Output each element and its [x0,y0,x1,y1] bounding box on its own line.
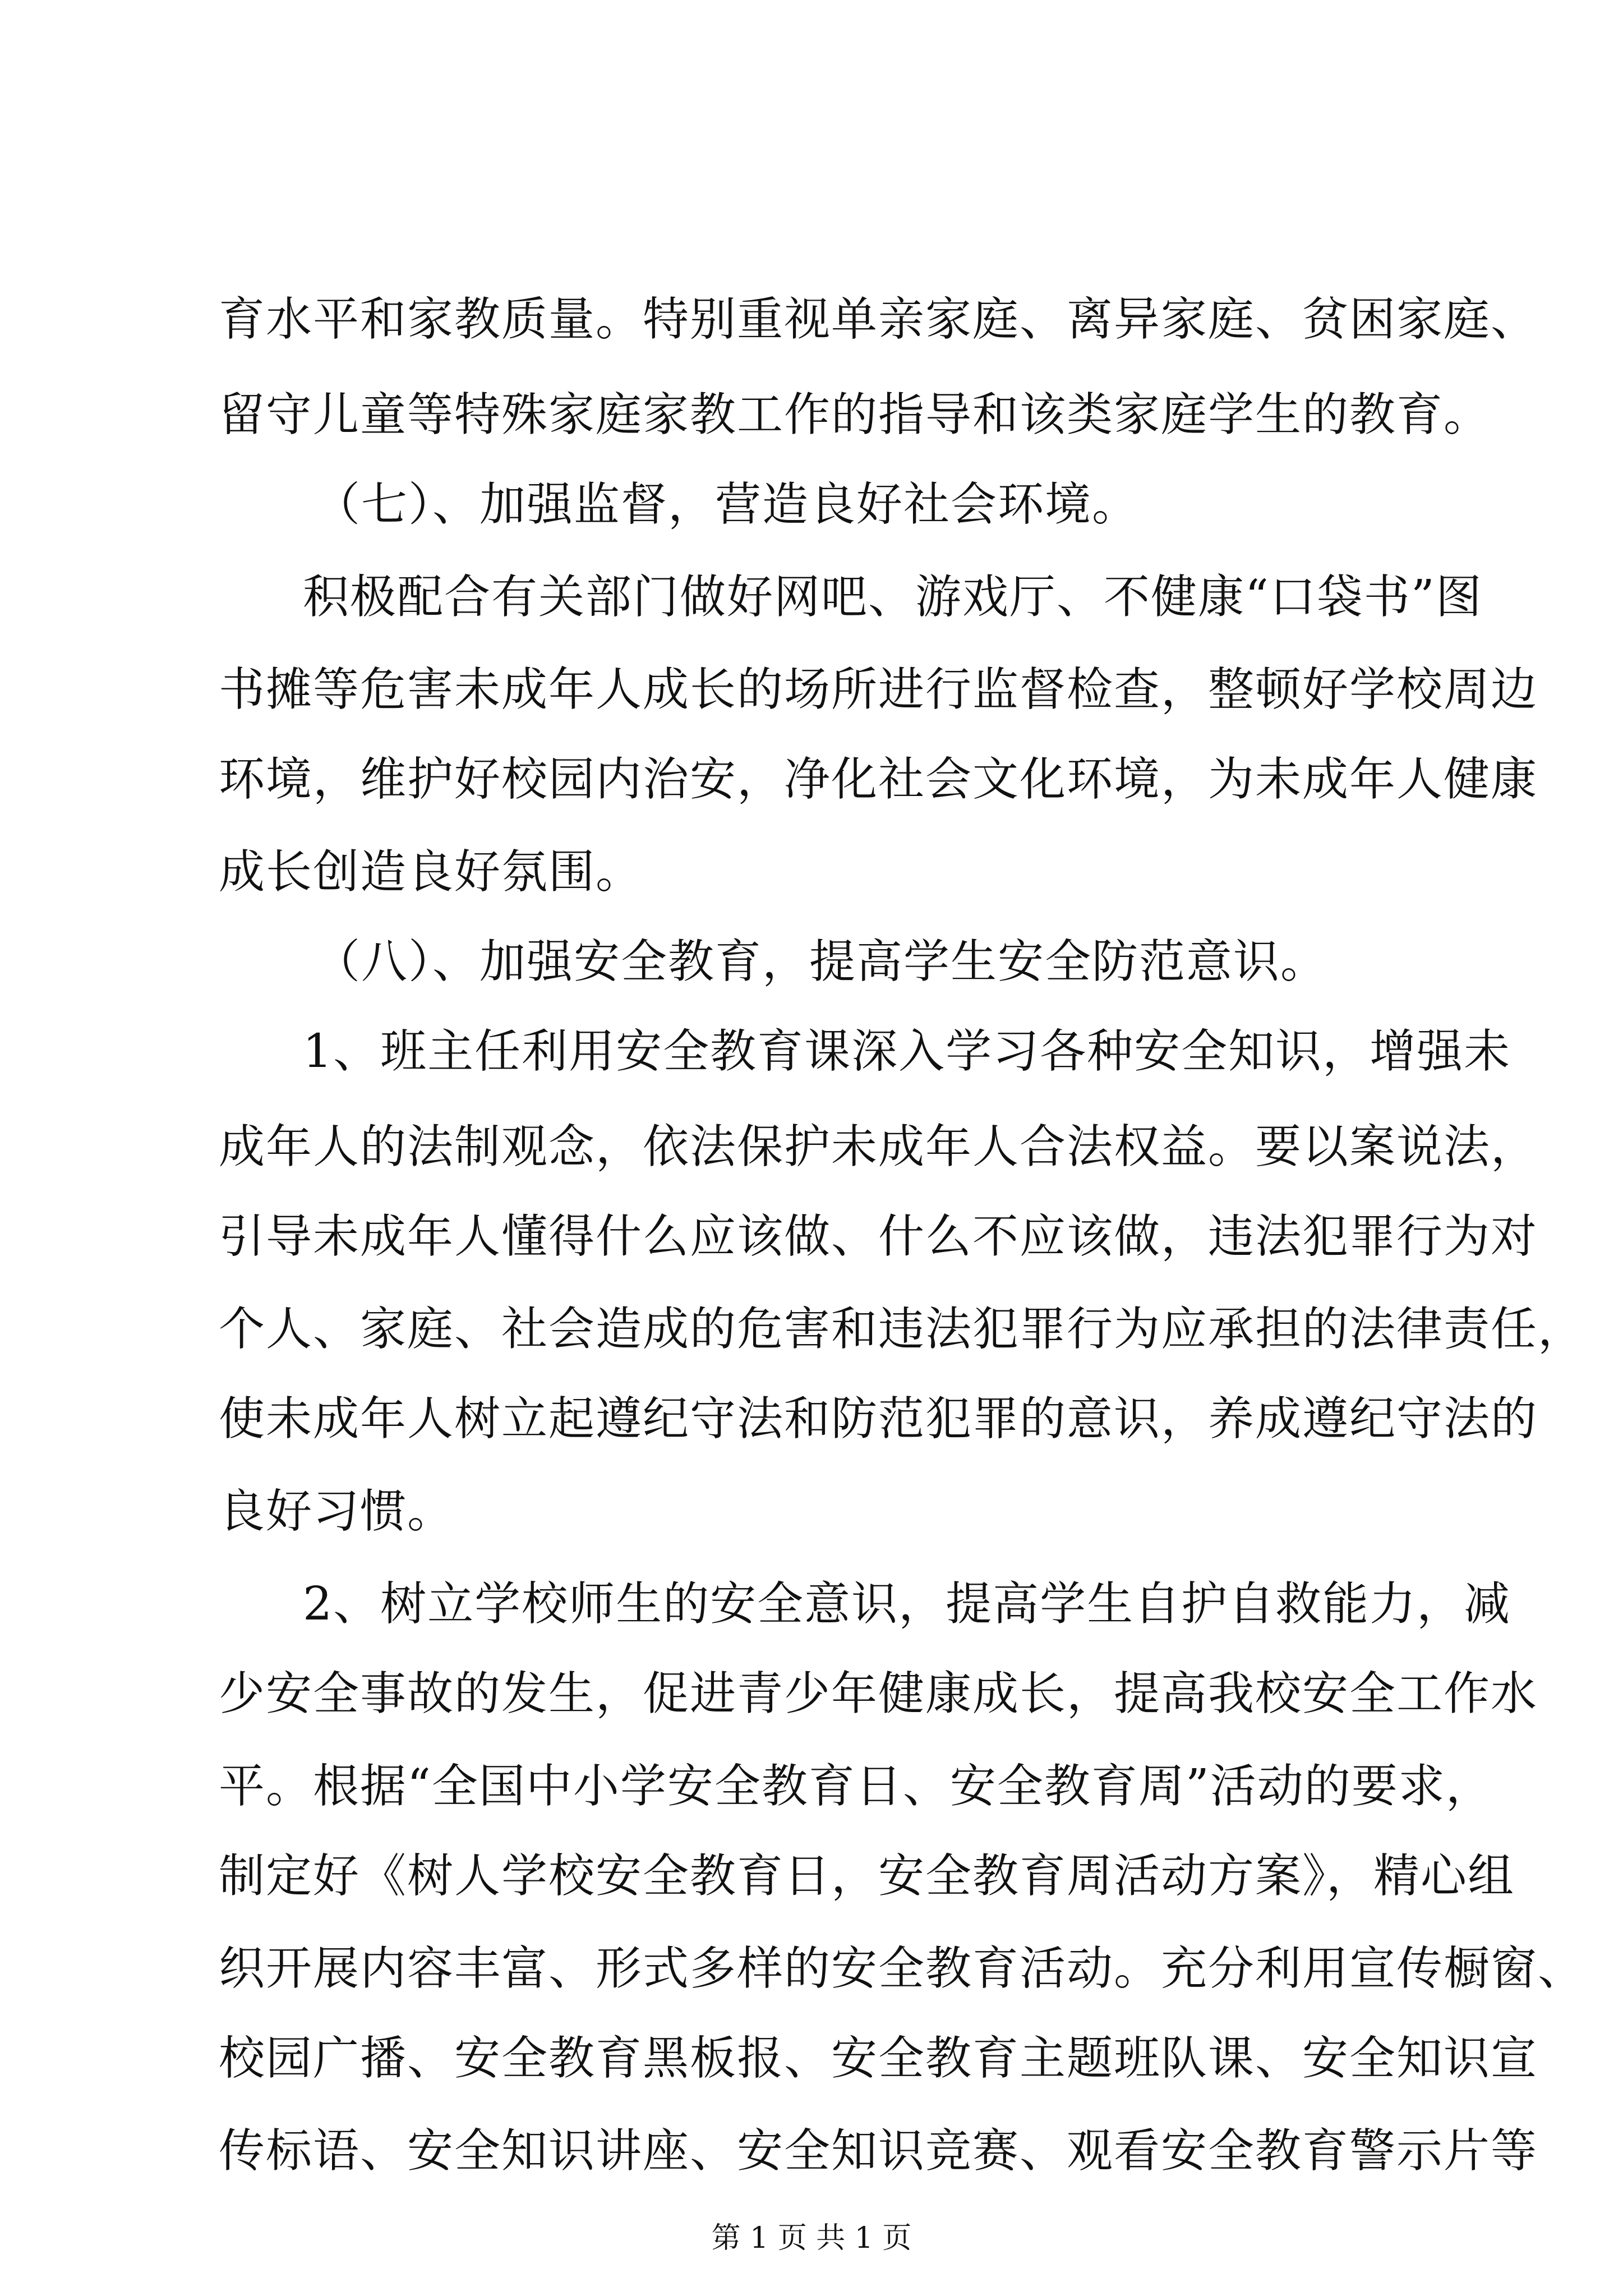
page-footer: 第 1 页 共 1 页 [711,2221,912,2255]
body-line: 引导未成年人懂得什么应该做、什么不应该做，违法犯罪行为对 [219,1210,1538,1263]
body-line: 成年人的法制观念，依法保护未成年人合法权益。要以案说法， [219,1120,1538,1174]
body-line: 环境，维护好校园内治安，净化社会文化环境，为未成年人健康 [219,753,1538,806]
body-line: 少安全事故的发生，促进青少年健康成长，提高我校安全工作水 [219,1667,1538,1720]
body-line: 2、树立学校师生的安全意识，提高学生自护自救能力，减 [303,1577,1511,1631]
body-line: 制定好《树人学校安全教育日，安全教育周活动方案》，精心组 [219,1849,1515,1903]
body-line: 积极配合有关部门做好网吧、游戏厅、不健康“口袋书”图 [303,570,1483,624]
body-line: 育水平和家教质量。特别重视单亲家庭、离异家庭、贫困家庭、 [219,293,1538,346]
body-line: 良好习惯。 [219,1485,455,1538]
body-line: 平。根据“全国中小学安全教育日、安全教育周”活动的要求， [219,1760,1493,1813]
body-line: 传标语、安全知识讲座、安全知识竞赛、观看安全教育警示片等 [219,2124,1538,2178]
body-line: 校园广播、安全教育黑板报、安全教育主题班队课、安全知识宣 [219,2032,1538,2085]
section-heading: （八）、加强安全教育，提高学生安全防范意识。 [314,935,1328,988]
body-line: 1、班主任利用安全教育课深入学习各种安全知识，增强未 [303,1025,1511,1078]
body-line: 书摊等危害未成年人成长的场所进行监督检查，整顿好学校周边 [219,663,1538,716]
body-line: 成长创造良好氛围。 [219,845,643,899]
section-heading: （七）、加强监督，营造良好社会环境。 [314,478,1140,531]
body-line: 使未成年人树立起遵纪守法和防范犯罪的意识，养成遵纪守法的 [219,1392,1538,1446]
body-line: 织开展内容丰富、形式多样的安全教育活动。充分利用宣传橱窗、 [219,1942,1585,1995]
body-line: 个人、家庭、社会造成的危害和违法犯罪行为应承担的法律责任， [219,1303,1585,1356]
body-line: 留守儿童等特殊家庭家教工作的指导和该类家庭学生的教育。 [219,388,1491,441]
